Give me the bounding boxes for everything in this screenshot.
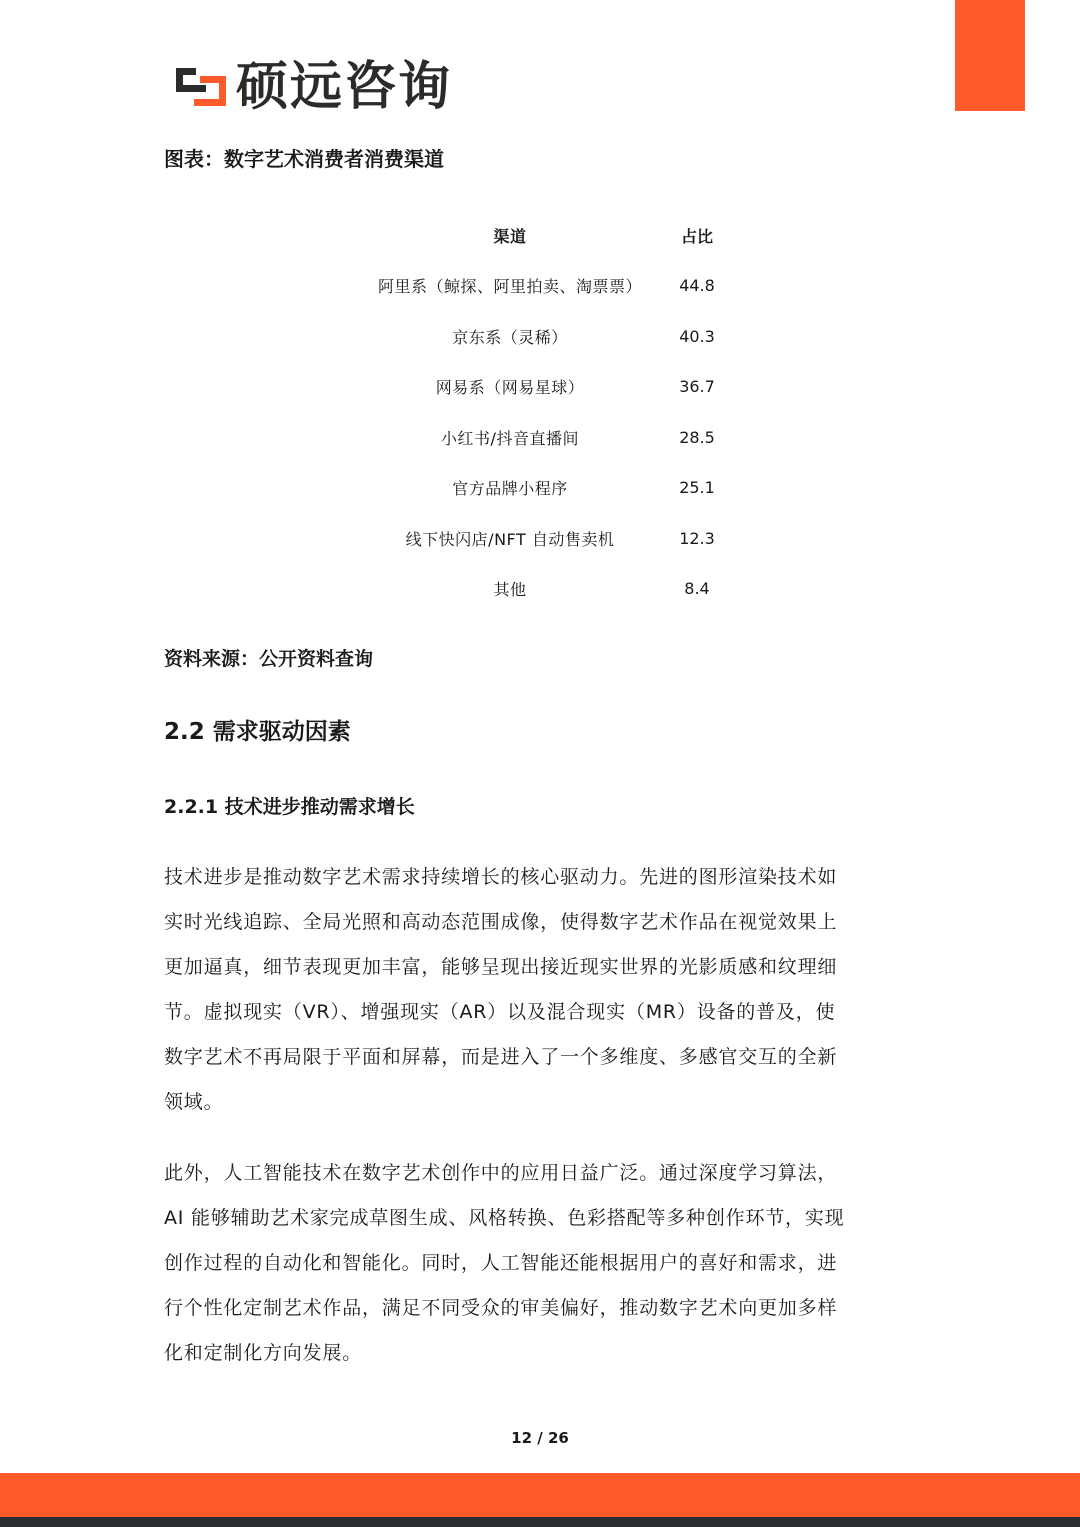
table-row: [350, 362, 750, 413]
channel-cell: 京东系（灵稀）: [452, 327, 568, 347]
paragraph-line: AI 能够辅助艺术家完成草图生成、风格转换、色彩搭配等多种创作环节，实现: [164, 1207, 845, 1229]
paragraph-line: 领域。: [164, 1091, 224, 1113]
section-heading: 2.2 需求驱动因素: [164, 719, 351, 745]
paragraph-line: 此外，人工智能技术在数字艺术创作中的应用日益广泛。通过深度学习算法，: [164, 1162, 838, 1184]
channel-cell: 小红书/抖音直播间: [441, 428, 579, 448]
table-row: [350, 311, 750, 362]
header-share: 占比: [680, 226, 713, 246]
page-number: 12 / 26: [511, 1429, 569, 1447]
share-cell: 44.8: [679, 276, 715, 296]
subsection-heading: 2.2.1 技术进步推动需求增长: [164, 796, 415, 818]
share-cell: 25.1: [679, 478, 715, 498]
paragraph-line: 节。虚拟现实（VR）、增强现实（AR）以及混合现实（MR）设备的普及，使: [164, 1001, 836, 1023]
header-channel: 渠道: [493, 226, 527, 246]
channel-cell: 网易系（网易星球）: [435, 378, 585, 398]
channel-cell: 线下快闪店/NFT 自动售卖机: [405, 529, 615, 549]
table-row: [350, 513, 750, 564]
brand-logo: [176, 56, 452, 118]
share-cell: 40.3: [679, 326, 715, 346]
share-cell: 8.4: [684, 579, 710, 599]
footer-dark-bar: [0, 1517, 1080, 1527]
table-header-row: [350, 210, 750, 261]
body-paragraph-1: [164, 855, 924, 1125]
channel-share-table: [350, 210, 750, 614]
paragraph-line: 技术进步是推动数字艺术需求持续增长的核心驱动力。先进的图形渲染技术如: [164, 866, 838, 888]
paragraph-line: 更加逼真，细节表现更加丰富，能够呈现出接近现实世界的光影质感和纹理细: [164, 956, 838, 978]
share-cell: 28.5: [679, 427, 715, 447]
body-paragraph-2: [164, 1151, 924, 1376]
paragraph-line: 创作过程的自动化和智能化。同时，人工智能还能根据用户的喜好和需求，进: [164, 1252, 838, 1274]
paragraph-line: 行个性化定制艺术作品，满足不同受众的审美偏好，推动数字艺术向更加多样: [164, 1297, 838, 1319]
footer-accent-bar: [0, 1473, 1080, 1517]
figure-title: 图表：数字艺术消费者消费渠道: [164, 147, 444, 171]
table-row: [350, 261, 750, 312]
table-row: [350, 412, 750, 463]
figure-source: 资料来源：公开资料查询: [164, 648, 374, 670]
table-row: [350, 564, 750, 615]
brand-name: 硕远咨询: [236, 57, 453, 117]
channel-cell: 阿里系（鲸探、阿里拍卖、淘票票）: [377, 277, 642, 297]
header-accent-tab: [955, 0, 1025, 111]
share-cell: 12.3: [679, 528, 715, 548]
table-row: [350, 463, 750, 514]
paragraph-line: 化和定制化方向发展。: [164, 1342, 363, 1364]
brand-logo-icon: [176, 62, 226, 112]
channel-cell: 官方品牌小程序: [452, 479, 568, 499]
paragraph-line: 数字艺术不再局限于平面和屏幕，而是进入了一个多维度、多感官交互的全新: [164, 1046, 838, 1068]
paragraph-line: 实时光线追踪、全局光照和高动态范围成像，使得数字艺术作品在视觉效果上: [164, 911, 838, 933]
share-cell: 36.7: [679, 377, 715, 397]
channel-cell: 其他: [493, 580, 527, 600]
